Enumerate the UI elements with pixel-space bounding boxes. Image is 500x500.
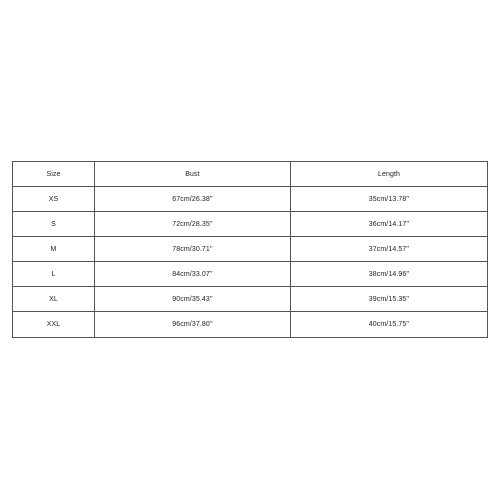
bust-cell: 78cm/30.71'' (95, 237, 291, 262)
header-length: Length (291, 162, 487, 187)
size-cell: M (13, 237, 95, 262)
bust-cell: 72cm/28.35'' (95, 212, 291, 237)
size-cell: S (13, 212, 95, 237)
size-chart-table (12, 161, 488, 338)
bust-cell: 96cm/37.80'' (95, 312, 291, 337)
bust-cell: 67cm/26.38'' (95, 187, 291, 212)
length-cell: 38cm/14.96'' (291, 262, 487, 287)
length-cell: 36cm/14.17'' (291, 212, 487, 237)
length-cell: 39cm/15.35'' (291, 287, 487, 312)
header-bust: Bust (95, 162, 291, 187)
length-cell: 37cm/14.57'' (291, 237, 487, 262)
size-cell: XXL (13, 312, 95, 337)
bust-cell: 90cm/35.43'' (95, 287, 291, 312)
length-cell: 35cm/13.78'' (291, 187, 487, 212)
size-cell: XS (13, 187, 95, 212)
bust-cell: 84cm/33.07'' (95, 262, 291, 287)
length-cell: 40cm/15.75'' (368, 321, 410, 328)
header-size: Size (13, 162, 95, 187)
size-cell: XL (13, 287, 95, 312)
size-cell: L (13, 262, 95, 287)
